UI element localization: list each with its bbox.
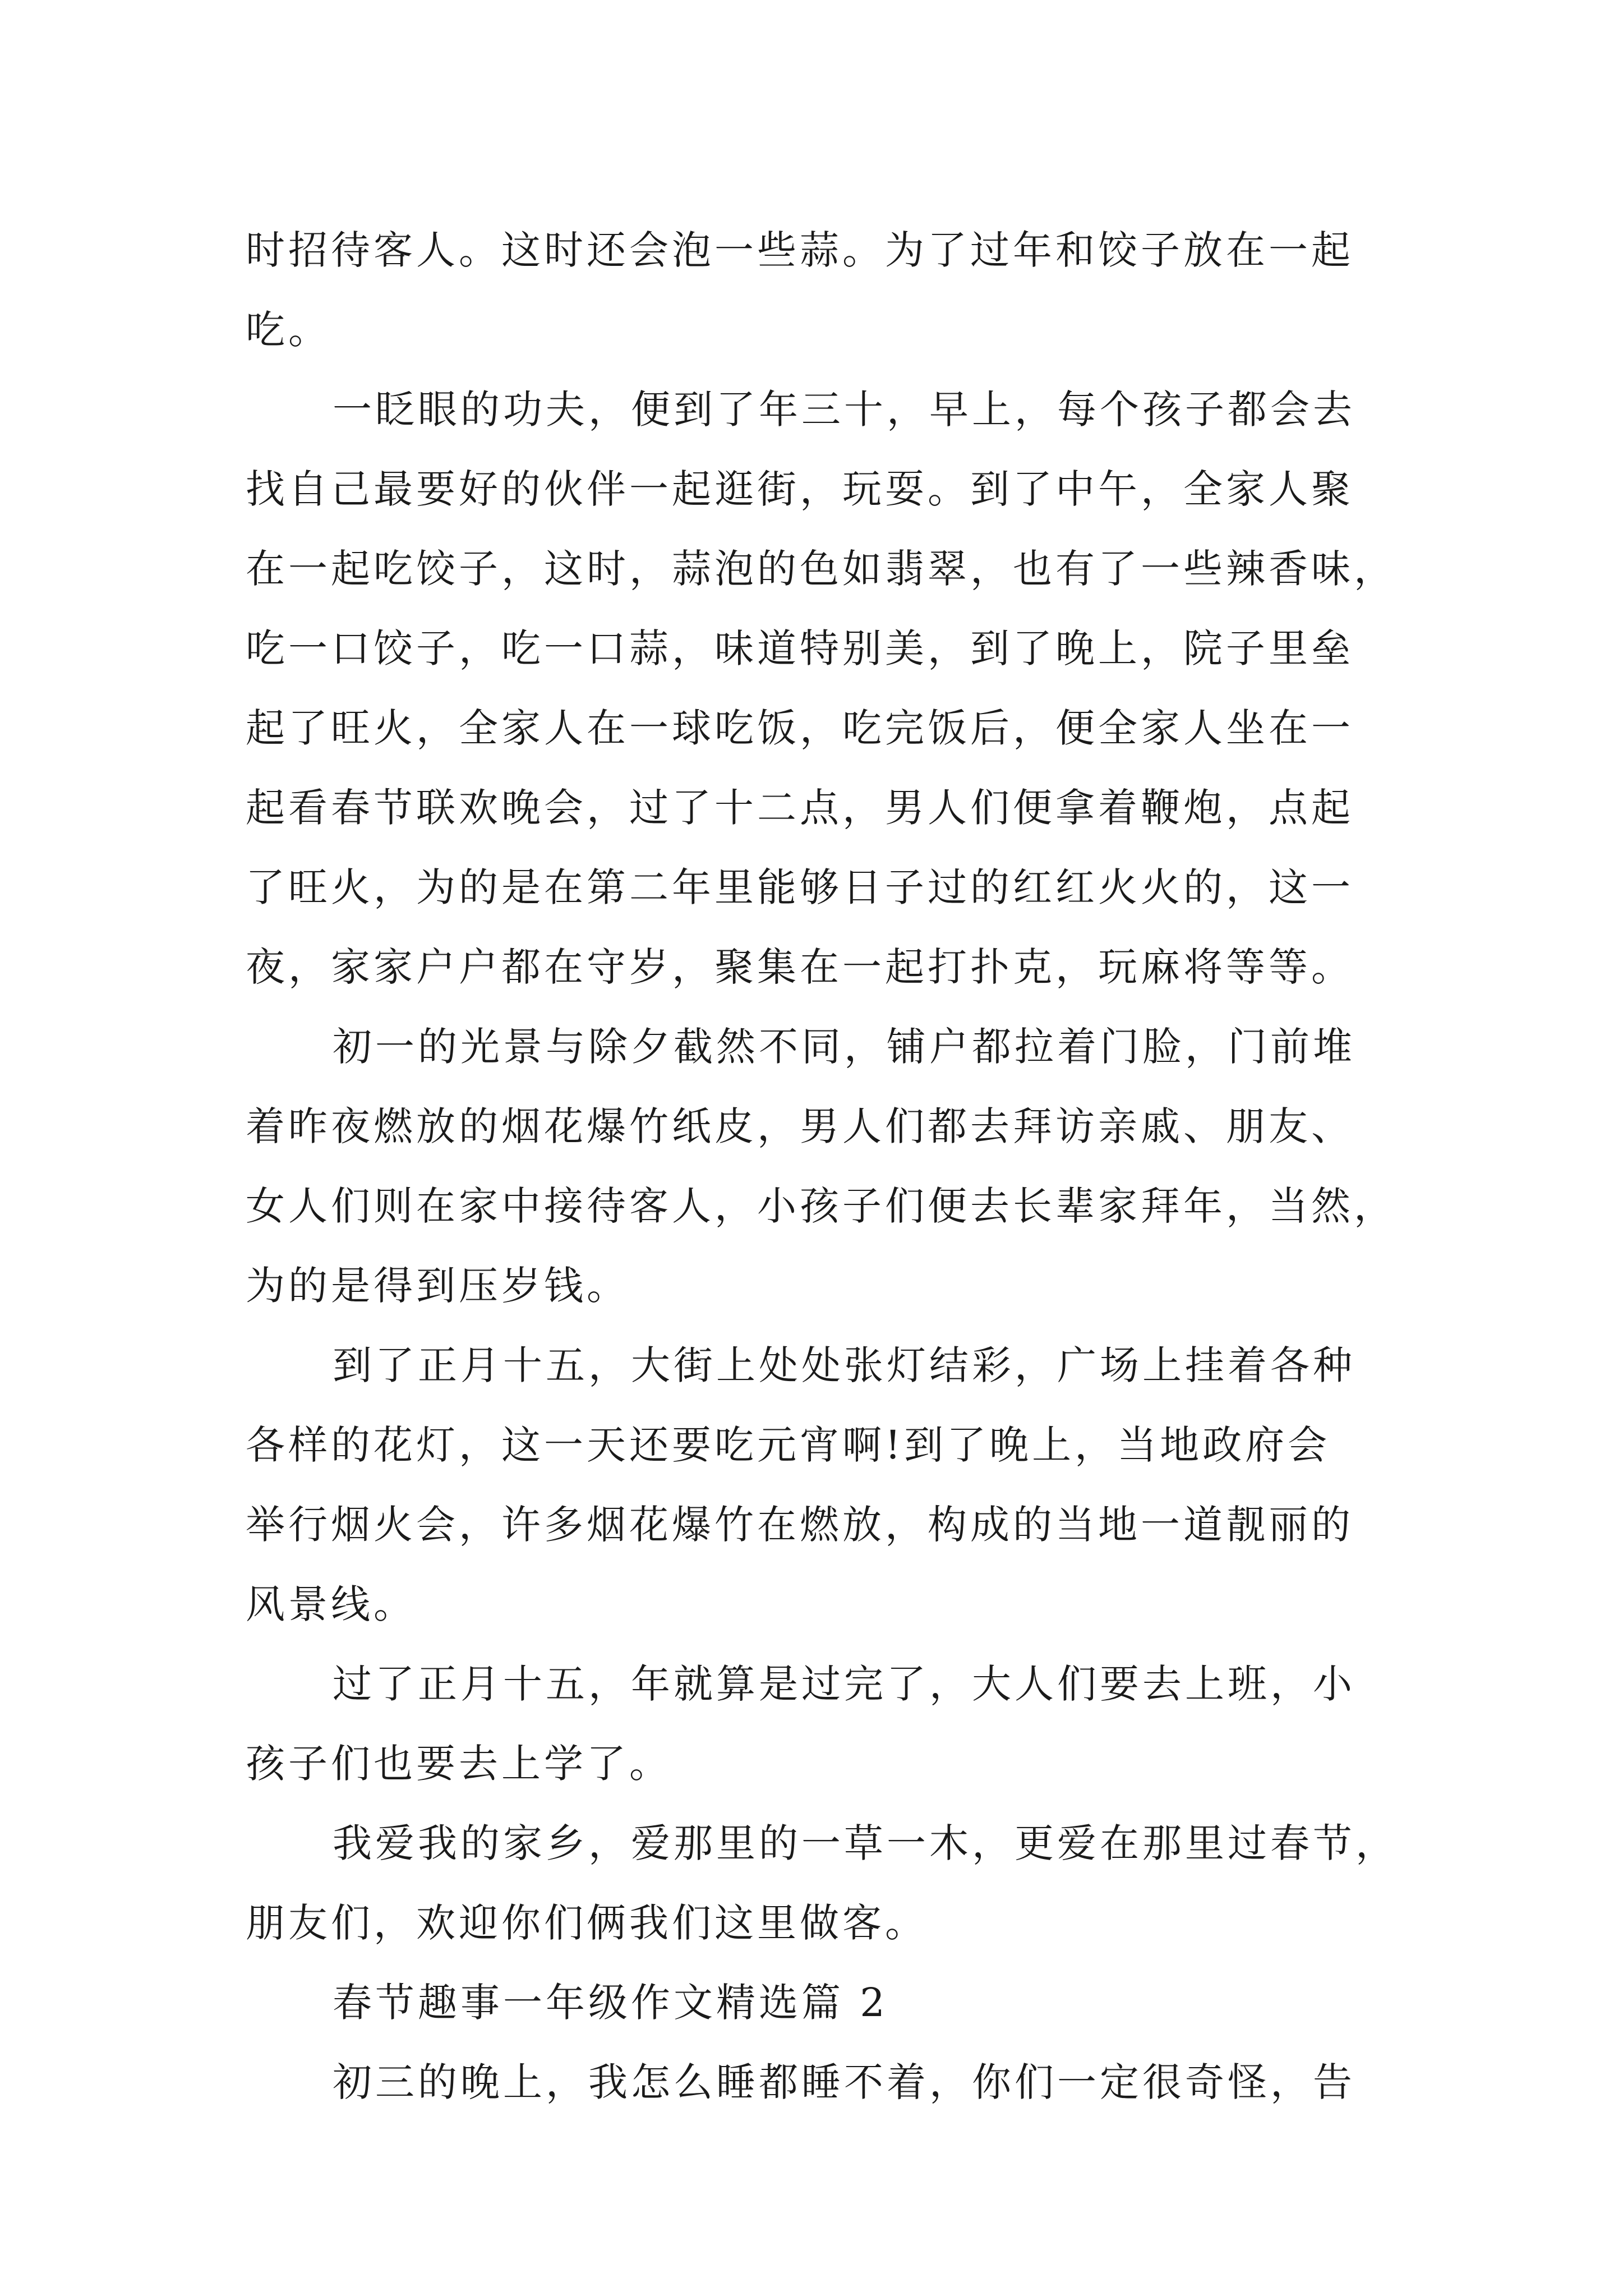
text-line: 举行烟火会，许多烟花爆竹在燃放，构成的当地一道靓丽的 (246, 1502, 1354, 1548)
text-line: 了旺火，为的是在第二年里能够日子过的红红火火的，这一 (246, 864, 1354, 910)
text-line: 起看春节联欢晚会，过了十二点，男人们便拿着鞭炮，点起 (246, 785, 1354, 831)
text-line: 朋友们，欢迎你们俩我们这里做客。 (246, 1900, 928, 1946)
paragraph-start-line: 过了正月十五，年就算是过完了，大人们要去上班，小 (333, 1661, 1355, 1707)
paragraph-start-line: 初一的光景与除夕截然不同，铺户都拉着门脸，门前堆 (333, 1024, 1355, 1070)
text-line: 孩子们也要去上学了。 (246, 1741, 672, 1787)
text-line: 夜，家家户户都在守岁，聚集在一起打扑克，玩麻将等等。 (246, 944, 1354, 990)
text-line: 各样的花灯，这一天还要吃元宵啊!到了晚上，当地政府会 (246, 1422, 1331, 1468)
text-line: 为的是得到压岁钱。 (246, 1263, 629, 1309)
section-heading: 春节趣事一年级作文精选篇 2 (333, 1980, 888, 2026)
paragraph-start-line: 到了正月十五，大街上处处张灯结彩，广场上挂着各种 (333, 1342, 1355, 1388)
text-line: 吃。 (246, 307, 331, 353)
text-line: 风景线。 (246, 1581, 416, 1627)
text-line: 女人们则在家中接待客人，小孩子们便去长辈家拜年，当然， (246, 1183, 1396, 1229)
paragraph-start-line: 我爱我的家乡，爱那里的一草一木，更爱在那里过春节， (333, 1820, 1398, 1866)
text-line: 吃一口饺子，吃一口蒜，味道特别美，到了晚上，院子里垒 (246, 625, 1354, 671)
text-line: 起了旺火，全家人在一球吃饭，吃完饭后，便全家人坐在一 (246, 705, 1354, 751)
paragraph-start-line: 一眨眼的功夫，便到了年三十，早上，每个孩子都会去 (333, 386, 1355, 432)
document-body (246, 210, 1398, 2122)
paragraph-start-line: 初三的晚上，我怎么睡都睡不着，你们一定很奇怪，告 (333, 2059, 1355, 2105)
text-line: 时招待客人。这时还会泡一些蒜。为了过年和饺子放在一起 (246, 227, 1354, 273)
text-line: 找自己最要好的伙伴一起逛街，玩耍。到了中午，全家人聚 (246, 466, 1354, 512)
text-line: 在一起吃饺子，这时，蒜泡的色如翡翠，也有了一些辣香味， (246, 546, 1396, 592)
text-line: 着昨夜燃放的烟花爆竹纸皮，男人们都去拜访亲戚、朋友、 (246, 1103, 1354, 1149)
